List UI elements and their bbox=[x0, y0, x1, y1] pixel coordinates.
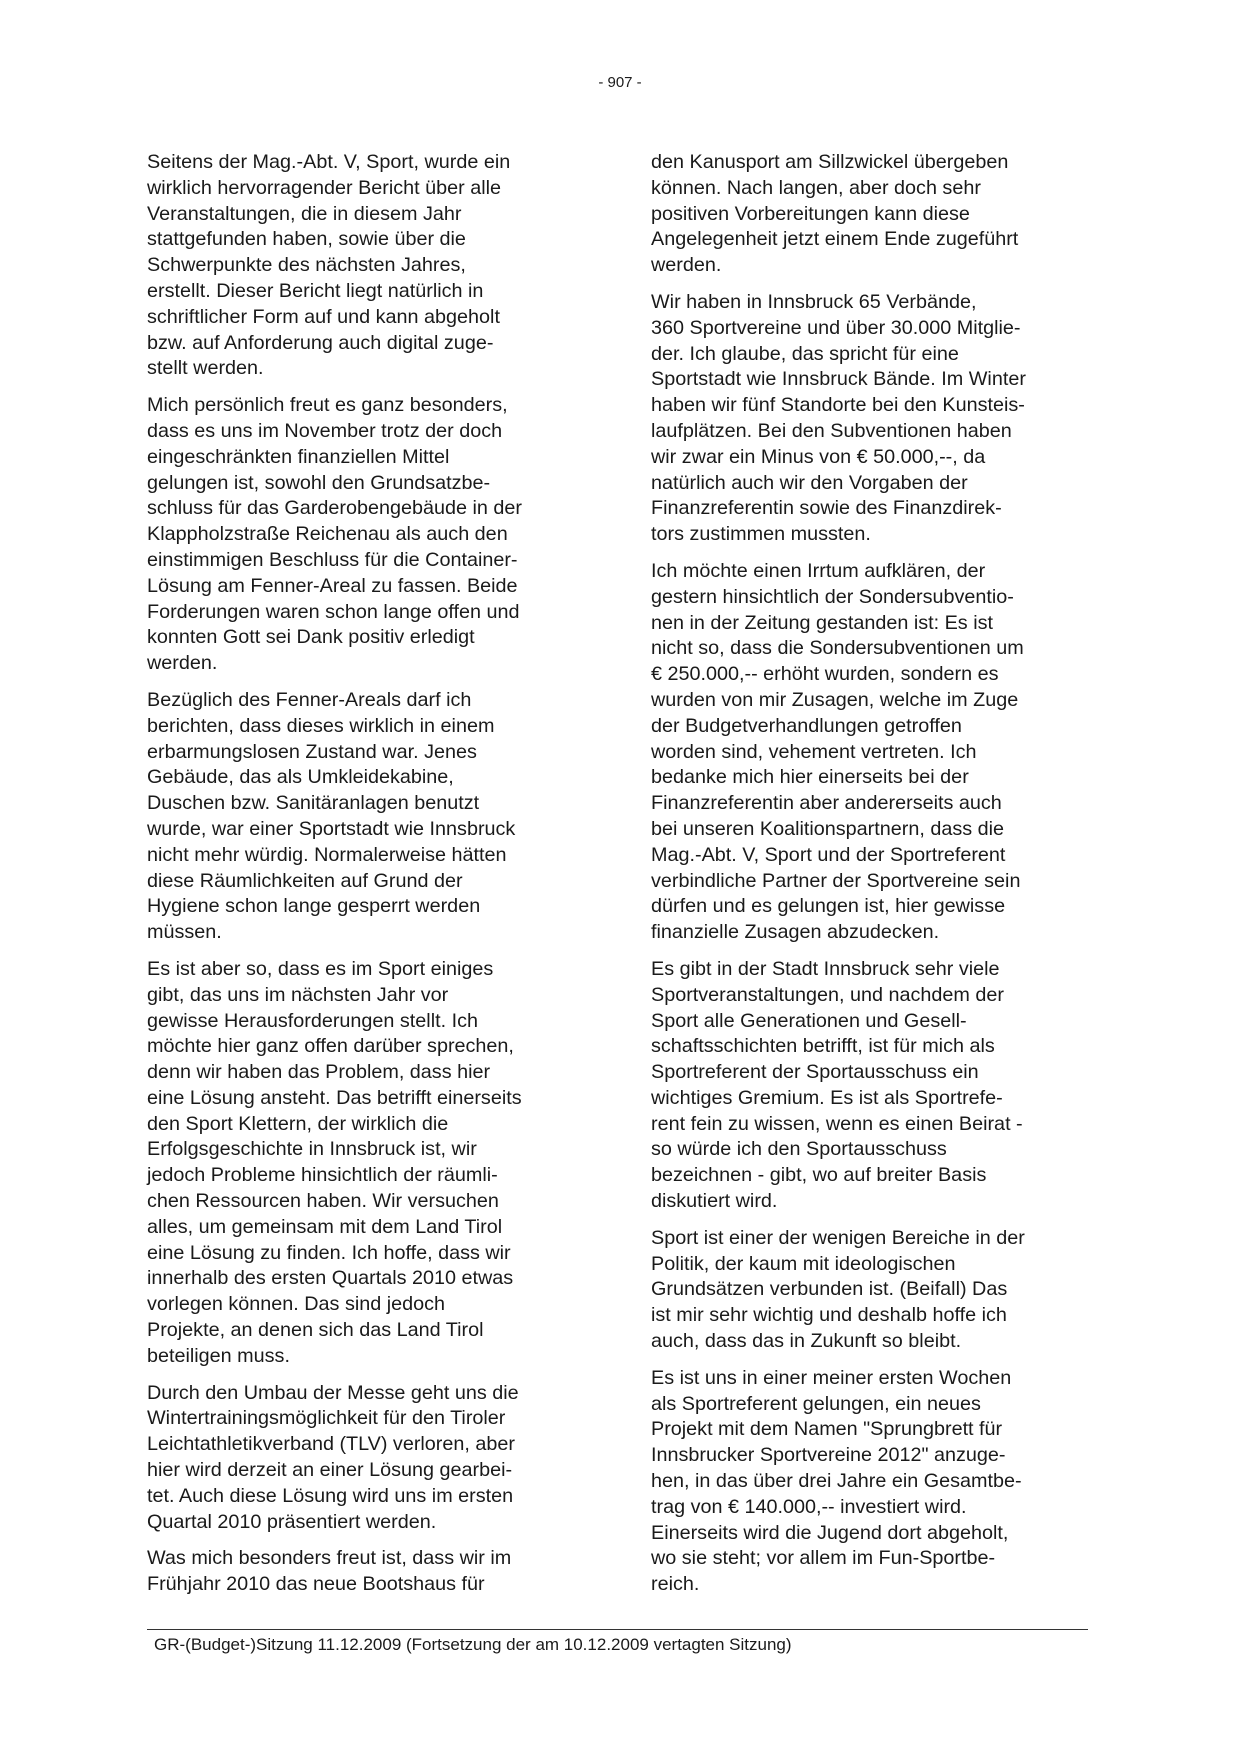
paragraph: Es ist uns in einer meiner ersten Wochen als Sportreferent gelungen, ein neues Projekt mit dem Namen "Sprungbrett für Innsbrucker Sportvereine 2012" anzuge- hen, in das über drei Jahre ein Gesamtbe- trag von € 140.000,-- investiert wird. Einerseits wird die Jugend dort abgeholt, wo sie steht; vor allem im Fun-Sportbe- reich. bbox=[651, 1366, 1022, 1596]
paragraph: Es gibt in der Stadt Innsbruck sehr viele Sportveranstaltungen, und nachdem der Sport alle Generationen und Gesell- schaftsschichten betrifft, ist für mich als Sportreferent der Sportausschuss ein wichtiges Gremium. Es ist als Sportrefe- rent fein zu wissen, wenn es einen Beirat - so würde ich den Sportausschuss bezeichnen - gibt, wo auf breiter Basis diskutiert wird. bbox=[651, 957, 1023, 1213]
paragraph: den Kanusport am Sillzwickel übergeben können. Nach langen, aber doch sehr positiven Vorbereitungen kann diese Angelegenheit jetzt einem Ende zugeführt werden. bbox=[651, 151, 1019, 277]
paragraph: Seitens der Mag.-Abt. V, Sport, wurde ein wirklich hervorragender Bericht über alle Veranstaltungen, die in diesem Jahr stattgefunden haben, sowie über die Schwerpunkte des nächsten Jahres, erstellt. Dieser Bericht liegt natürlich in schriftlicher Form auf und kann abgeholt bzw. auf Anforderung auch digital zuge- stellt werden. bbox=[147, 151, 511, 380]
paragraph: Mich persönlich freut es ganz besonders, dass es uns im November trotz der doch eingeschränkten finanziellen Mittel gelungen ist, sowohl den Grundsatzbe- schluss für das Garderobengebäude in der Klappholzstraße Reichenau als auch den einstimmigen Beschluss für die Container- Lösung am Fenner-Areal zu fassen. Beide Forderungen waren schon lange offen und konnten Gott sei Dank positiv erledigt werden. bbox=[147, 394, 522, 675]
page-number: - 907 - bbox=[598, 74, 642, 91]
left-column bbox=[147, 150, 581, 1609]
footer-text: GR-(Budget-)Sitzung 11.12.2009 (Fortsetzung der am 10.12.2009 vertagten Sitzung) bbox=[154, 1635, 792, 1654]
paragraph: Bezüglich des Fenner-Areals darf ich berichten, dass dieses wirklich in einem erbarmungslosen Zustand war. Jenes Gebäude, das als Umkleidekabine, Duschen bzw. Sanitäranlagen benutzt wurde, war einer Sportstadt wie Innsbruck nicht mehr würdig. Normalerweise hätten diese Räumlichkeiten auf Grund der Hygiene schon lange gesperrt werden müssen. bbox=[147, 688, 516, 944]
paragraph: Wir haben in Innsbruck 65 Verbände, 360 Sportvereine und über 30.000 Mitglie- der. Ich glaube, das spricht für eine Sportstadt wie Innsbruck Bände. Im Winter haben wir fünf Standorte bei den Kunsteis- laufplätzen. Bei den Subventionen haben wir zwar ein Minus von € 50.000,--, da natürlich auch wir den Vorgaben der Finanzreferentin sowie des Finanzdirek- tors zustimmen mussten. bbox=[651, 290, 1026, 546]
paragraph: Es ist aber so, dass es im Sport einiges gibt, das uns im nächsten Jahr vor gewisse Herausforderungen stellt. Ich möchte hier ganz offen darüber sprechen, denn wir haben das Problem, dass hier eine Lösung ansteht. Das betrifft einerseits den Sport Klettern, der wirklich die Erfolgsgeschichte in Innsbruck ist, wir jedoch Probleme hinsichtlich der räumli- chen Ressourcen haben. Wir versuchen alles, um gemeinsam mit dem Land Tirol eine Lösung zu finden. Ich hoffe, dass wir innerhalb des ersten Quartals 2010 etwas vorlegen können. Das sind jedoch Projekte, an denen sich das Land Tirol beteiligen muss. bbox=[147, 957, 522, 1367]
paragraph: Durch den Umbau der Messe geht uns die Wintertrainingsmöglichkeit für den Tiroler Leichtathletikverband (TLV) verloren, aber hier wird derzeit an einer Lösung gearbei- tet. Auch diese Lösung wird uns im ersten Quartal 2010 präsentiert werden. bbox=[147, 1381, 519, 1533]
paragraph: Sport ist einer der wenigen Bereiche in der Politik, der kaum mit ideologischen Grundsätzen verbunden ist. (Beifall) Das ist mir sehr wichtig und deshalb hoffe ich auch, dass das in Zukunft so bleibt. bbox=[651, 1226, 1025, 1353]
paragraph: Was mich besonders freut ist, dass wir im Frühjahr 2010 das neue Bootshaus für bbox=[147, 1547, 512, 1596]
footer-divider bbox=[147, 1629, 1088, 1630]
paragraph: Ich möchte einen Irrtum aufklären, der gestern hinsichtlich der Sondersubventio- nen in der Zeitung gestanden ist: Es ist nicht so, dass die Sondersubventionen um € 250.000,-- erhöht wurden, sondern es wurden von mir Zusagen, welche im Zuge der Budgetverhandlungen getroffen worden sind, vehement vertreten. Ich bedanke mich hier einerseits bei der Finanzreferentin aber andererseits auch bei unseren Koalitionspartnern, dass die Mag.-Abt. V, Sport und der Sportreferent verbindliche Partner der Sportvereine sein dürfen und es gelungen ist, hier gewisse finanzielle Zusagen abzudecken. bbox=[651, 559, 1024, 944]
right-column bbox=[651, 150, 1085, 1609]
